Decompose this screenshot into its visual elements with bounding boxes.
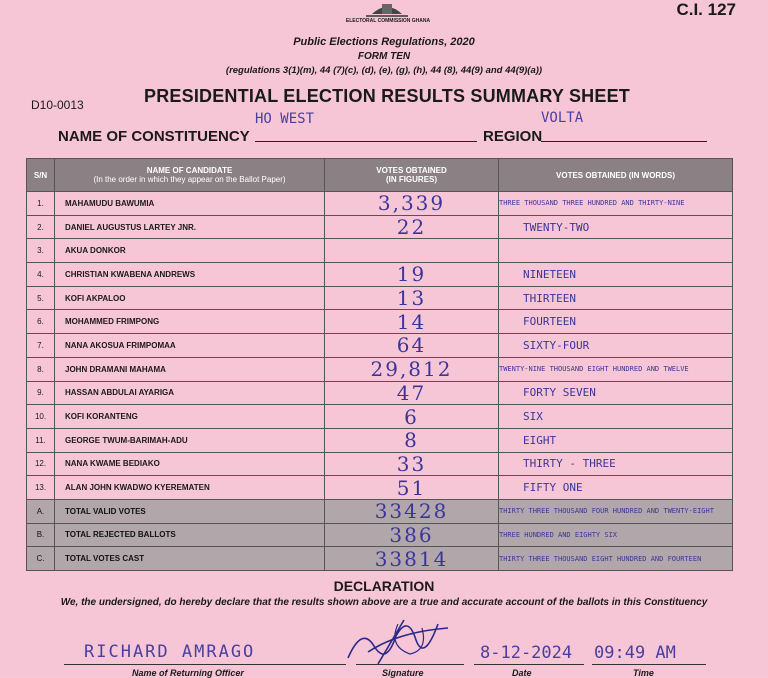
column-header-name-sub: (In the order in which they appear on the Ballot Paper) [93, 175, 286, 184]
table-row [27, 334, 733, 358]
total-label: TOTAL VALID VOTES [55, 499, 325, 523]
candidate-name: AKUA DONKOR [55, 239, 325, 263]
row-sn: B. [27, 523, 55, 547]
column-header-figures-label: VOTES OBTAINED [376, 166, 447, 175]
row-sn: 9. [27, 381, 55, 405]
votes-figures: 14 [325, 310, 499, 334]
candidate-name: MAHAMUDU BAWUMIA [55, 192, 325, 216]
total-figures: 386 [325, 523, 499, 547]
votes-words: FORTY SEVEN [499, 381, 733, 405]
total-label: TOTAL VOTES CAST [55, 547, 325, 571]
candidate-name: KOFI AKPALOO [55, 286, 325, 310]
votes-figures: 22 [325, 215, 499, 239]
table-row [27, 452, 733, 476]
returning-officer-label: Name of Returning Officer [132, 668, 244, 678]
votes-figures: 3,339 [325, 192, 499, 216]
row-sn: 8. [27, 357, 55, 381]
votes-words: THIRTEEN [499, 286, 733, 310]
row-sn: 11. [27, 428, 55, 452]
table-row [27, 192, 733, 216]
votes-words: THIRTY - THREE [499, 452, 733, 476]
row-sn: 7. [27, 334, 55, 358]
candidate-name: NANA KWAME BEDIAKO [55, 452, 325, 476]
column-header-figures [325, 159, 499, 192]
votes-figures: 47 [325, 381, 499, 405]
candidate-name: DANIEL AUGUSTUS LARTEY JNR. [55, 215, 325, 239]
total-words: THIRTY THREE THOUSAND FOUR HUNDRED AND TWENTY-EIGHT [499, 499, 733, 523]
column-header-sn: S/N [27, 159, 55, 192]
votes-words: SIXTY-FOUR [499, 334, 733, 358]
table-row [27, 286, 733, 310]
column-header-figures-sub: (IN FIGURES) [385, 175, 438, 184]
form-code: D10-0013 [31, 98, 84, 112]
row-sn: 1. [27, 192, 55, 216]
declaration-title: DECLARATION [333, 578, 435, 594]
candidate-name: KOFI KORANTENG [55, 405, 325, 429]
votes-words: NINETEEN [499, 263, 733, 287]
coat-of-arms-icon [352, 0, 422, 20]
votes-figures: 19 [325, 263, 499, 287]
constituency-label: NAME OF CONSTITUENCY [58, 128, 250, 145]
candidate-name: CHRISTIAN KWABENA ANDREWS [55, 263, 325, 287]
time-line [592, 664, 706, 665]
votes-figures: 51 [325, 476, 499, 500]
time-label: Time [633, 668, 654, 678]
signature-label: Signature [382, 668, 424, 678]
votes-words: TWENTY-TWO [499, 215, 733, 239]
votes-words: FOURTEEN [499, 310, 733, 334]
date-value: 8-12-2024 [480, 643, 573, 663]
candidate-name: NANA AKOSUA FRIMPOMAA [55, 334, 325, 358]
table-row [27, 239, 733, 263]
votes-words: EIGHT [499, 428, 733, 452]
date-label: Date [512, 668, 532, 678]
votes-words: FIFTY ONE [499, 476, 733, 500]
region-label: REGION [483, 128, 543, 145]
row-sn: 6. [27, 310, 55, 334]
votes-figures: 6 [325, 405, 499, 429]
results-table [26, 158, 733, 571]
row-sn: A. [27, 499, 55, 523]
regulation-references: (regulations 3(1)(m), 44 (7)(c), (d), (e), (g), (h), 44 (8), 44(9) and 44(9)(a)) [225, 65, 543, 76]
row-sn: 2. [27, 215, 55, 239]
candidate-name: JOHN DRAMANI MAHAMA [55, 357, 325, 381]
candidate-name: MOHAMMED FRIMPONG [55, 310, 325, 334]
table-row [27, 476, 733, 500]
votes-figures: 29,812 [325, 357, 499, 381]
total-label: TOTAL REJECTED BALLOTS [55, 523, 325, 547]
votes-words: SIX [499, 405, 733, 429]
total-row-cast [27, 547, 733, 571]
form-number: FORM TEN [357, 51, 411, 62]
votes-figures: 64 [325, 334, 499, 358]
total-figures: 33428 [325, 499, 499, 523]
constituency-value: HO WEST [255, 111, 315, 127]
ci-number: C.I. 127 [676, 0, 736, 19]
votes-words: THREE THOUSAND THREE HUNDRED AND THIRTY-NINE [499, 192, 733, 216]
candidate-name: HASSAN ABDULAI AYARIGA [55, 381, 325, 405]
votes-figures: 33 [325, 452, 499, 476]
table-row [27, 215, 733, 239]
commission-name: ELECTORAL COMMISSION GHANA [345, 18, 431, 24]
row-sn: 13. [27, 476, 55, 500]
table-row [27, 405, 733, 429]
row-sn: 5. [27, 286, 55, 310]
row-sn: 12. [27, 452, 55, 476]
page-title: PRESIDENTIAL ELECTION RESULTS SUMMARY SHEET [144, 86, 630, 106]
row-sn: 10. [27, 405, 55, 429]
column-header-name-label: NAME OF CANDIDATE [146, 166, 233, 175]
votes-figures: 8 [325, 428, 499, 452]
constituency-line [255, 141, 477, 142]
votes-words: TWENTY-NINE THOUSAND EIGHT HUNDRED AND TWELVE [499, 357, 733, 381]
region-line [541, 141, 707, 142]
total-words: THIRTY THREE THOUSAND EIGHT HUNDRED AND FOURTEEN [499, 547, 733, 571]
total-row-valid [27, 499, 733, 523]
votes-words [499, 239, 733, 263]
total-words: THREE HUNDRED AND EIGHTY SIX [499, 523, 733, 547]
table-header-row [27, 159, 733, 192]
votes-figures: 13 [325, 286, 499, 310]
table-row [27, 428, 733, 452]
table-row [27, 310, 733, 334]
row-sn: C. [27, 547, 55, 571]
total-row-rejected [27, 523, 733, 547]
signature-icon [338, 606, 458, 670]
signature-line [356, 664, 464, 665]
region-value: VOLTA [541, 110, 584, 126]
column-header-name [55, 159, 325, 192]
time-value: 09:49 AM [594, 643, 676, 663]
row-sn: 3. [27, 239, 55, 263]
votes-figures [325, 239, 499, 263]
regulations-title: Public Elections Regulations, 2020 [293, 36, 475, 48]
date-line [474, 664, 584, 665]
returning-officer-line [64, 664, 346, 665]
candidate-name: ALAN JOHN KWADWO KYEREMATEN [55, 476, 325, 500]
candidate-name: GEORGE TWUM-BARIMAH-ADU [55, 428, 325, 452]
column-header-words: VOTES OBTAINED (IN WORDS) [499, 159, 733, 192]
returning-officer-name: RICHARD AMRAGO [84, 642, 256, 662]
table-row [27, 381, 733, 405]
total-figures: 33814 [325, 547, 499, 571]
table-row [27, 357, 733, 381]
declaration-text: We, the undersigned, do hereby declare that the results shown above are a true and accurate account of the ballots in this Constituency [60, 597, 708, 608]
table-row [27, 263, 733, 287]
row-sn: 4. [27, 263, 55, 287]
